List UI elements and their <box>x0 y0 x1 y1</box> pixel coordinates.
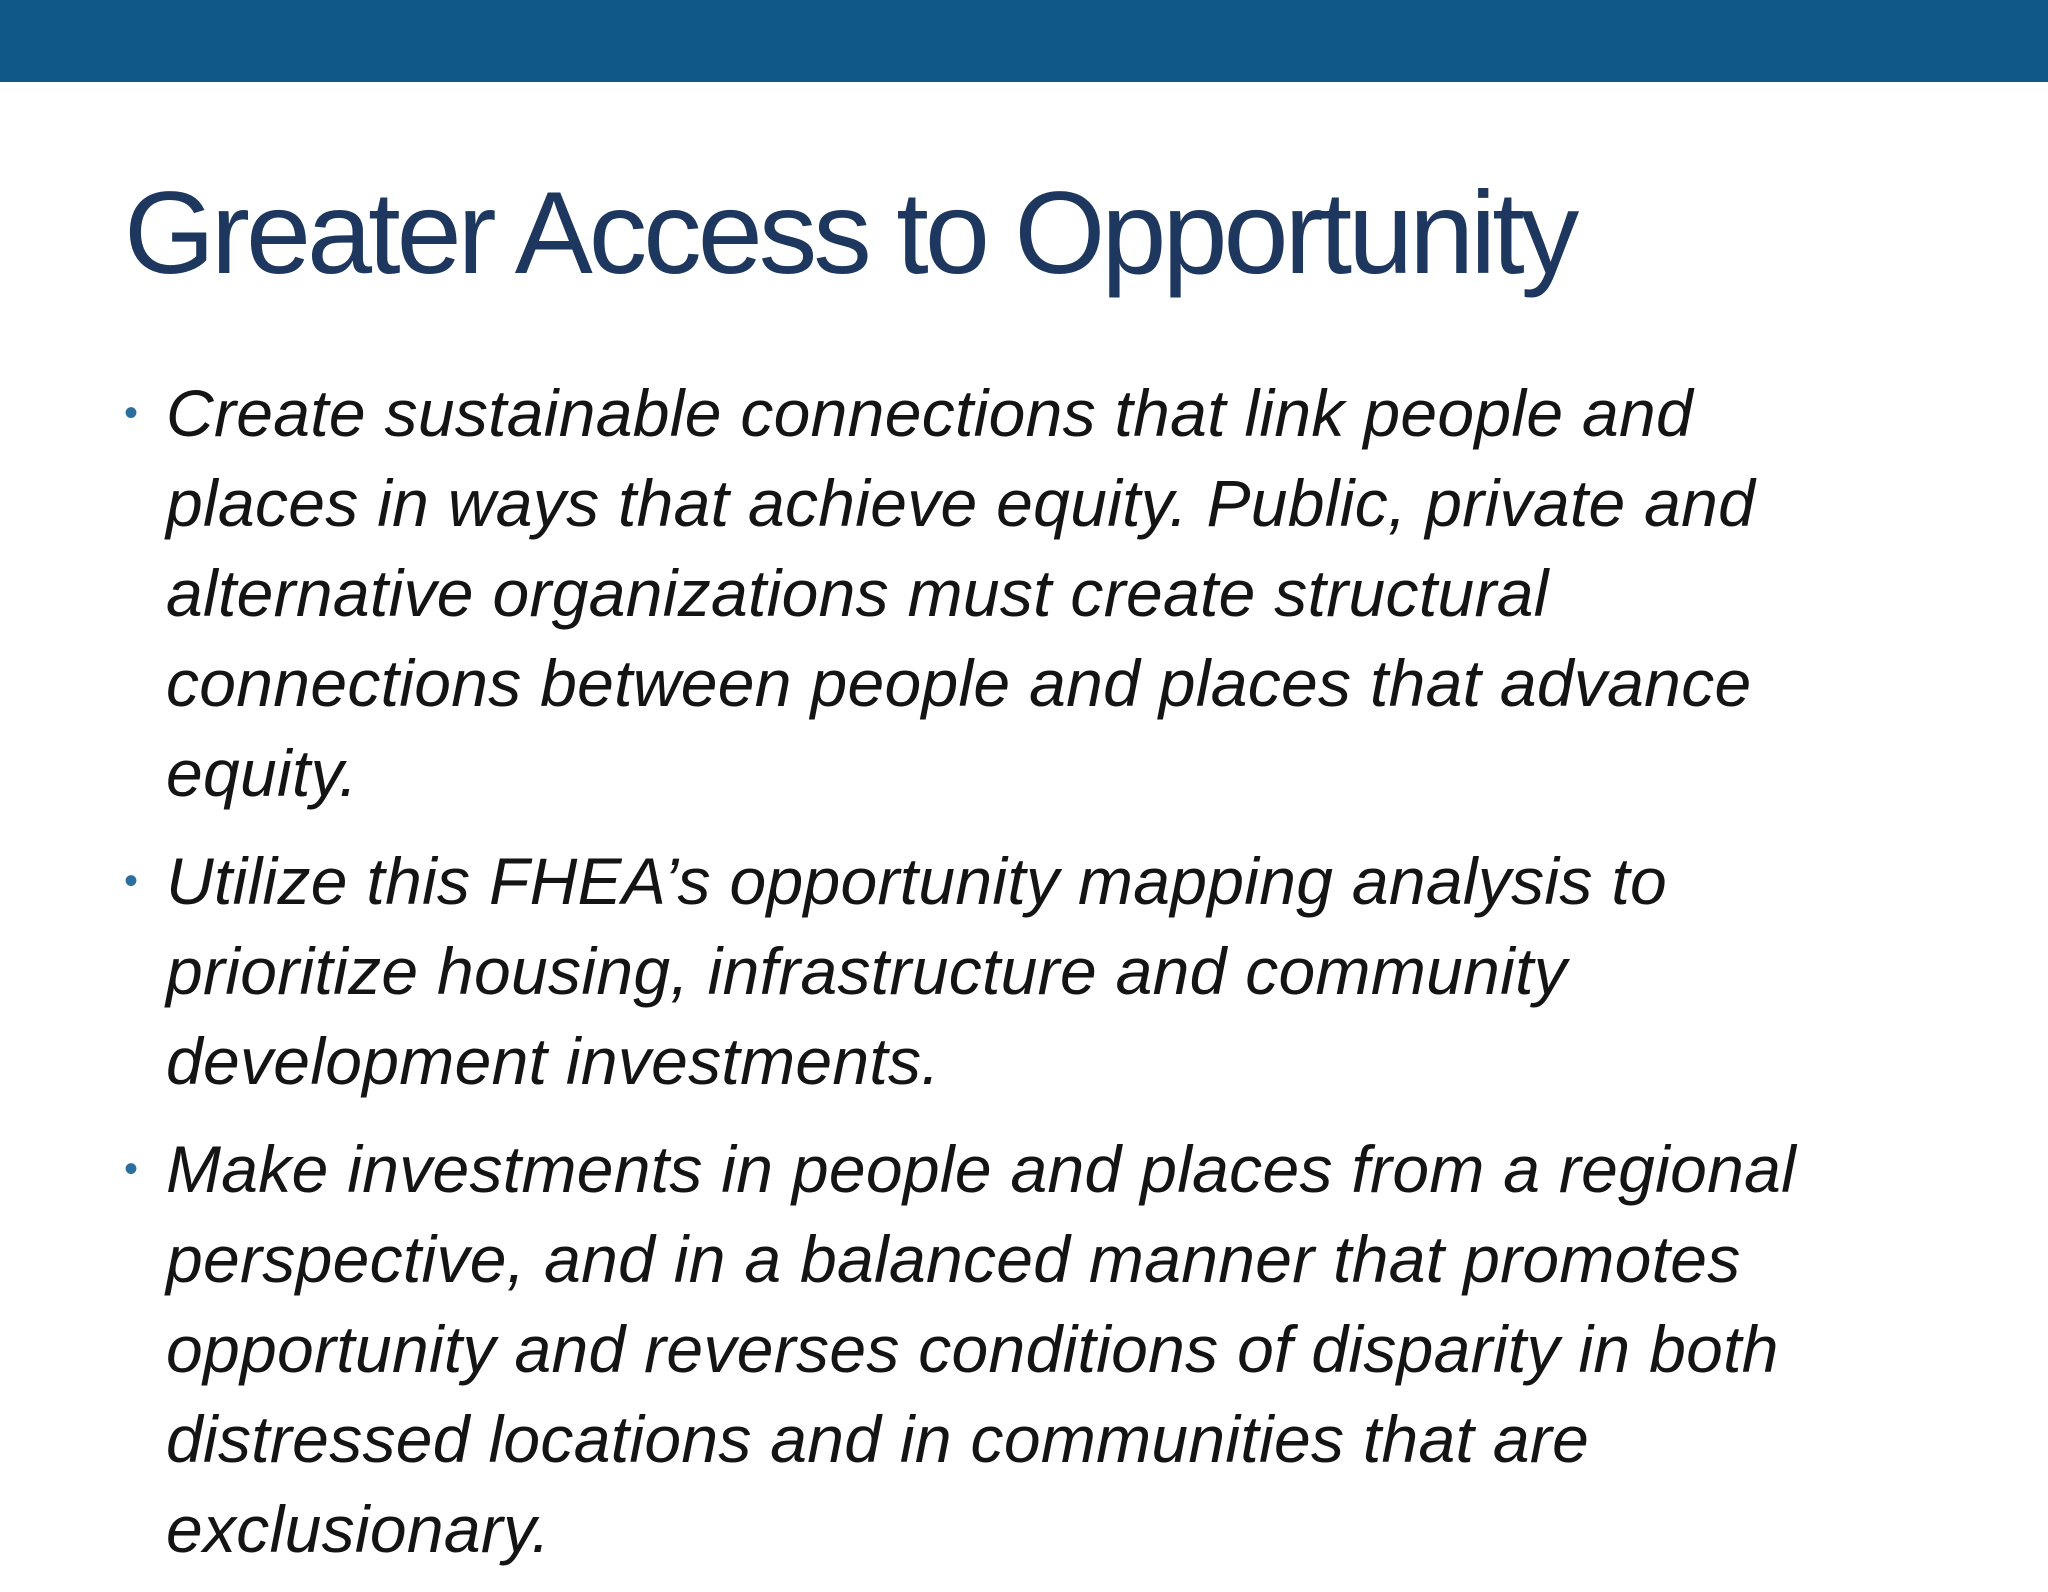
bullet-line: opportunity and reverses conditions of disparity in both <box>166 1312 1779 1386</box>
bullet-line: exclusionary. <box>166 1492 551 1566</box>
bullet-line: Utilize this FHEA’s opportunity mapping analysis to <box>166 844 1667 918</box>
bullet-item <box>124 368 1944 818</box>
bullet-line: Create sustainable connections that link people and <box>166 376 1693 450</box>
bullet-line: development investments. <box>166 1024 940 1098</box>
bullet-line: prioritize housing, infrastructure and community <box>166 934 1568 1008</box>
bullet-line: Make investments in people and places from a regional <box>166 1132 1797 1206</box>
bullet-list <box>124 368 1944 1592</box>
bullet-item <box>124 836 1944 1106</box>
bullet-marker: • <box>124 391 139 435</box>
bullet-line: distressed locations and in communities that are <box>166 1402 1590 1476</box>
bullet-line: places in ways that achieve equity. Public, private and <box>166 466 1756 540</box>
bullet-text <box>166 1124 1944 1574</box>
slide-title: Greater Access to Opportunity <box>124 167 1576 298</box>
slide-header-bar <box>0 0 2048 82</box>
bullet-item <box>124 1124 1944 1574</box>
bullet-marker: • <box>124 1147 139 1191</box>
bullet-line: alternative organizations must create structural <box>166 556 1549 630</box>
bullet-line: connections between people and places that advance <box>166 646 1752 720</box>
bullet-line: perspective, and in a balanced manner that promotes <box>166 1222 1741 1296</box>
bullet-line: equity. <box>166 736 358 810</box>
bullet-marker: • <box>124 859 139 903</box>
bullet-text <box>166 368 1944 818</box>
bullet-text <box>166 836 1944 1106</box>
